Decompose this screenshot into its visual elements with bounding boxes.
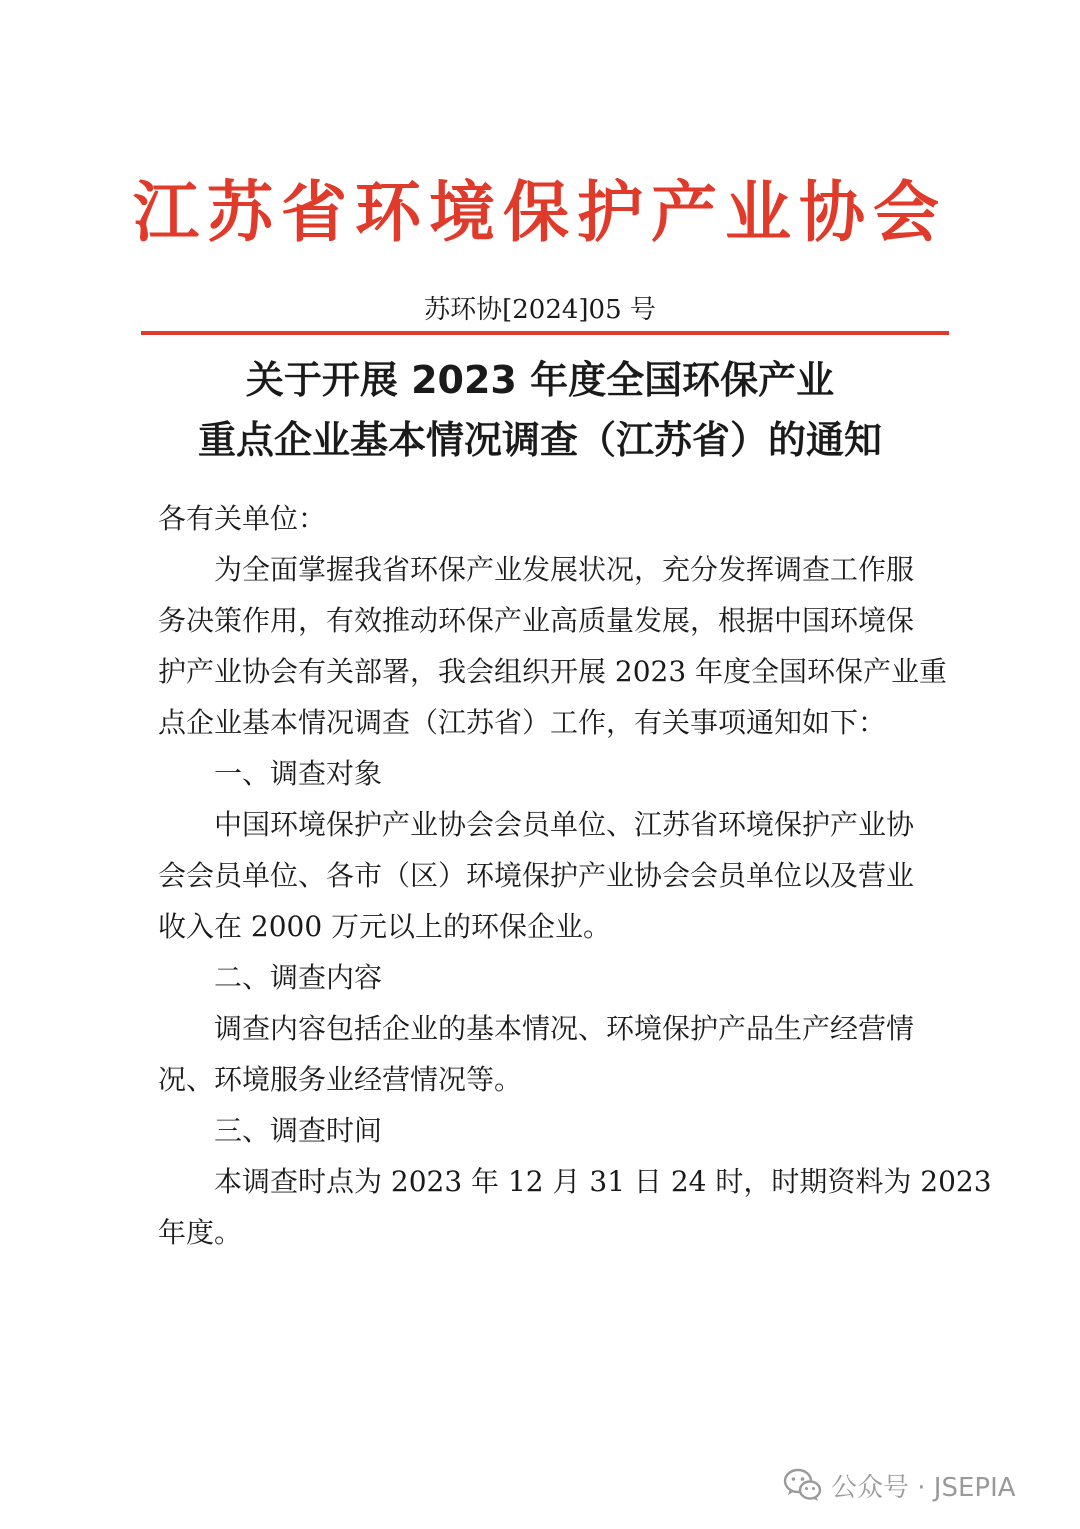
notice-title-line-2: 重点企业基本情况调查（江苏省）的通知: [197, 418, 882, 462]
body-line: 为全面掌握我省环保产业发展状况，充分发挥调查工作服: [158, 553, 915, 586]
document-number: 苏环协[2024]05 号: [424, 295, 656, 325]
body-line: 本调查时点为 2023 年 12 月 31 日 24 时，时期资料为 2023: [158, 1165, 992, 1198]
watermark-text: 公众号 · JSEPIA: [831, 1472, 1016, 1503]
body-line: 中国环境保护产业协会会员单位、江苏省环境保护产业协: [158, 808, 915, 841]
red-divider: [141, 331, 949, 335]
wechat-icon: [783, 1468, 823, 1502]
section-heading: 三、调查时间: [158, 1114, 383, 1147]
body-line: 点企业基本情况调查（江苏省）工作，有关事项通知如下：: [158, 706, 887, 739]
org-header: 江苏省环境保护产业协会: [133, 174, 947, 251]
body-line: 收入在 2000 万元以上的环保企业。: [158, 910, 612, 943]
body-line: 会会员单位、各市（区）环境保护产业协会会员单位以及营业: [158, 859, 915, 892]
body-line: 年度。: [158, 1216, 243, 1249]
body-line: 况、环境服务业经营情况等。: [158, 1063, 523, 1096]
notice-title-line-1: 关于开展 2023 年度全国环保产业: [245, 358, 835, 402]
body-line: 调查内容包括企业的基本情况、环境保护产品生产经营情: [158, 1012, 915, 1045]
section-heading: 二、调查内容: [158, 961, 383, 994]
body-line: 务决策作用，有效推动环保产业高质量发展，根据中国环境保: [158, 604, 915, 637]
watermark: [783, 1462, 1016, 1508]
section-heading: 一、调查对象: [158, 757, 383, 790]
body-line: 护产业协会有关部署，我会组织开展 2023 年度全国环保产业重: [158, 655, 948, 688]
body-line: 各有关单位：: [158, 502, 327, 535]
